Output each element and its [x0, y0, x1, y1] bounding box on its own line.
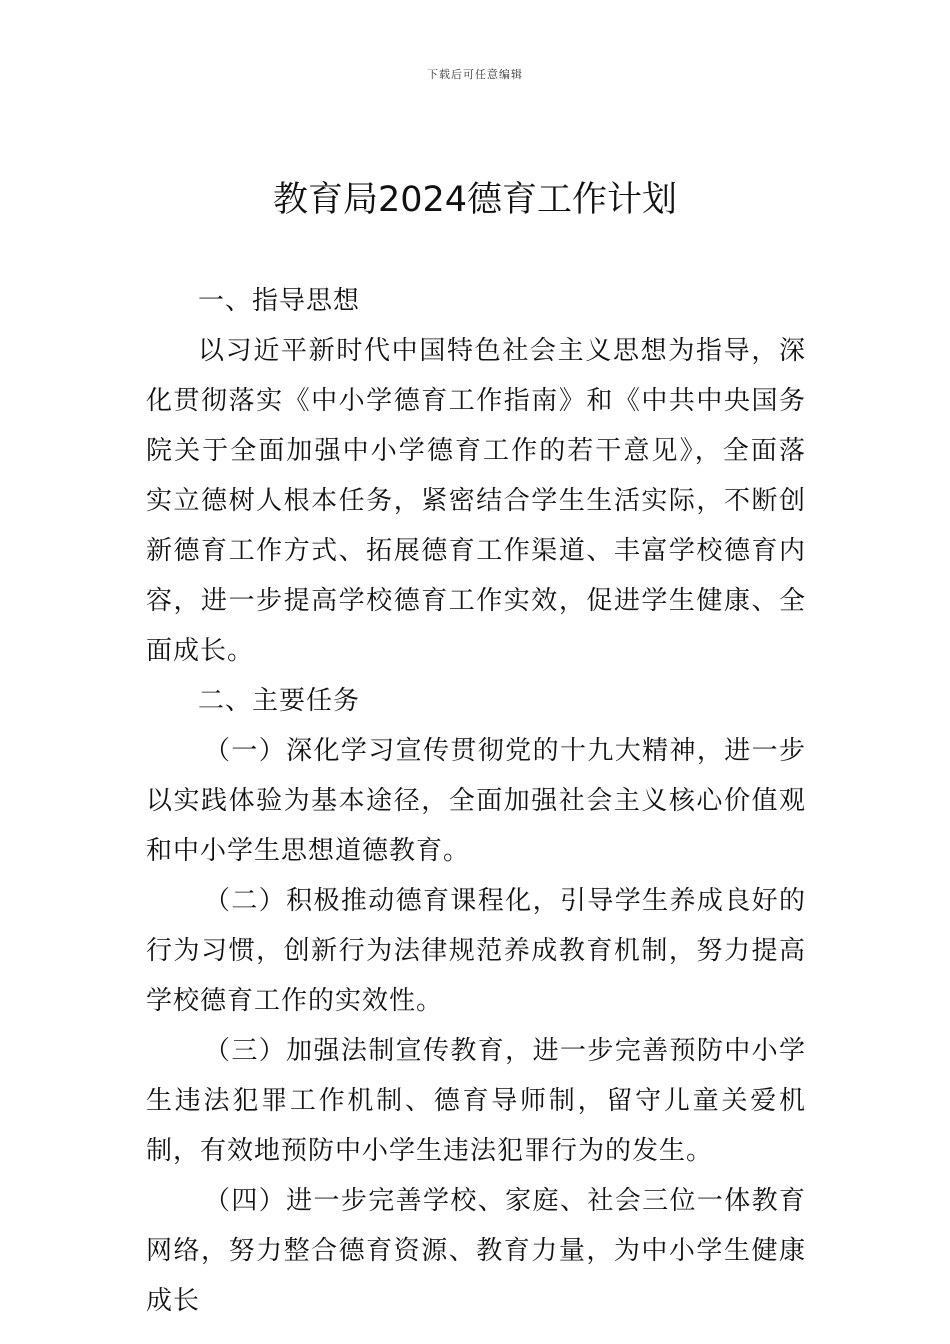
- header-note: 下载后可任意编辑: [427, 68, 523, 81]
- paragraph-guiding-ideology: 以习近平新时代中国特色社会主义思想为指导，深化贯彻落实《中小学德育工作指南》和《中共中央国务院关于全面加强中小学德育工作的若干意见》，全面落实立德树人根本任务，紧密结合学生生活实际，不断创新德育工作方式、拓展德育工作渠道、丰富学校德育内容，进一步提高学校德育工作实效，促进学生健康、全面成长。: [146, 336, 806, 666]
- task-item-2: （二）积极推动德育课程化，引导学生养成良好的行为习惯，创新行为法律规范养成教育机制，努力提高学校德育工作的实效性。: [146, 886, 806, 1016]
- task-item-1: （一）深化学习宣传贯彻党的十九大精神，进一步以实践体验为基本途径，全面加强社会主义核心价值观和中小学生思想道德教育。: [146, 736, 806, 866]
- section-heading-main-tasks: 二、主要任务: [198, 686, 361, 716]
- section-heading-guiding-ideology: 一、指导思想: [198, 286, 361, 316]
- task-item-4: （四）进一步完善学校、家庭、社会三位一体教育网络，努力整合德育资源、教育力量，为中小学生健康成长: [146, 1186, 806, 1316]
- document-body: [146, 276, 806, 1326]
- task-item-3: （三）加强法制宣传教育，进一步完善预防中小学生违法犯罪工作机制、德育导师制，留守儿童关爱机制，有效地预防中小学生违法犯罪行为的发生。: [146, 1036, 806, 1166]
- document-title: 教育局2024德育工作计划: [272, 180, 678, 220]
